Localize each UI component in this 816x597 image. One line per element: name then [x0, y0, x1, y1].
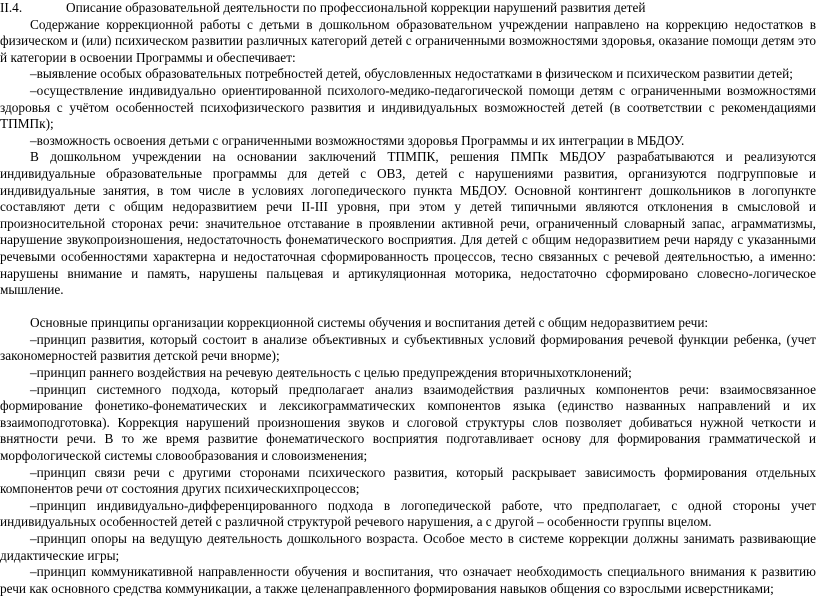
list-item-principle-communication: –принцип коммуникативной направленности обучения и воспитания, что означает необходимость специального внимания к развитию речи как основного средства коммуникации, а также целенаправленного формирования навыков общения со взрослыми исверстниками; — [0, 564, 816, 596]
list-item-principle-individual: –принцип индивидуально-дифференцированного подхода в логопедической работе, что предполагает, с одной стороны учет индивидуальных особенностей детей с различной структурой речевого нарушения, а с другой – особенности группы вцелом. — [0, 497, 816, 530]
list-item-principle-connection: –принцип связи речи с другими сторонами психического развития, который раскрывает зависимость формирования отдельных компонентов речи от состояния других психическихпроцессов; — [0, 464, 816, 497]
paragraph-intro: Содержание коррекционной работы с детьми в дошкольном образовательном учреждении направлено на коррекцию недостатков в физическом и (или) психическом развитии различных категорий детей с ограниченными возможностями здоровья, оказание помощи детям это й категории в освоении Программы и обеспечивает: — [0, 16, 816, 65]
section-heading — [0, 0, 816, 17]
list-item-needs: –выявление особых образовательных потребностей детей, обусловленных недостатками в физическом и психическом развитии детей; — [30, 66, 793, 82]
list-item-principle-activity: –принцип опоры на ведущую деятельность дошкольного возраста. Особое место в системе коррекции должны занимать развивающие дидактические игры; — [0, 531, 816, 563]
list-item-principle-early: –принцип раннего воздействия на речевую деятельность с целью предупреждения вторичныхотклонений; — [30, 365, 632, 381]
list-item-principle-system: –принцип системного подхода, который предполагает анализ взаимодействия различных компонентов речи: взаимосвязанное формирование фонетико-фонематических и лексикограмматических компонентов языка (единство названных направлений и их взаимоподготовка). Коррекция нарушений произношения звуков и слоговой структуры слов позволяет добиваться нужной четкости и внятности речи. В то же время развитие фонематического восприятия подготавливает основу для формирования грамматической и морфологической системы словообразования и словоизменения; — [0, 381, 816, 464]
section-number: II.4. — [0, 0, 23, 15]
list-item-integration: –возможность освоения детьми с ограниченными возможностями здоровья Программы и их интеграции в МБДОУ. — [30, 132, 685, 148]
list-item-help: –осуществление индивидуально ориентированной психолого-медико-педагогической помощи детям с ограниченными возможностями здоровья с учётом особенностей психофизического развития и индивидуальных возможностей детей (в соответствии с рекомендациями ТПМПк); — [0, 82, 816, 132]
paragraph-principles-intro: Основные принципы организации коррекционной системы обучения и воспитания детей с общим недоразвитием речи: — [30, 315, 709, 331]
list-item-principle-development: –принцип развития, который состоит в анализе объективных и субъективных условий формирования речевой функции ребенка, (учет закономерностей развития детской речи вноpме); — [0, 331, 816, 364]
blank-line — [0, 299, 816, 316]
section-title: Описание образовательной деятельности по профессиональной коррекции нарушений развития детей — [66, 0, 646, 15]
paragraph-programs: В дошкольном учреждении на основании заключений ТПМПК, решения ПМПк МБДОУ разрабатываются и реализуются индивидуальные образовательные программы для детей с ОВЗ, детей с нарушениями развития, организуются подгрупповые и индивидуальные занятия, в том числе в условиях логопедического пункта МБДОУ. Основной контингент дошкольников в логопункте составляют дети с общим недоразвитием речи II-III уровня, при этом у детей типичными являются отклонения в смысловой и произносительной сторонах речи: значительное отставание в проявлении активной речи, ограниченный словарный запас, аграмматизмы, нарушение звукопроизношения, недостаточность фонематического восприятия. Для детей с общим недоразвитием речи наряду с указанными речевыми особенностями характерна и недостаточная сформированность процессов, тесно связанных с речевой деятельностью, а именно: нарушены внимание и память, нарушены пальцевая и артикуляционная моторика, недостаточно сформировано словесно-логическое мышление. — [0, 149, 816, 298]
